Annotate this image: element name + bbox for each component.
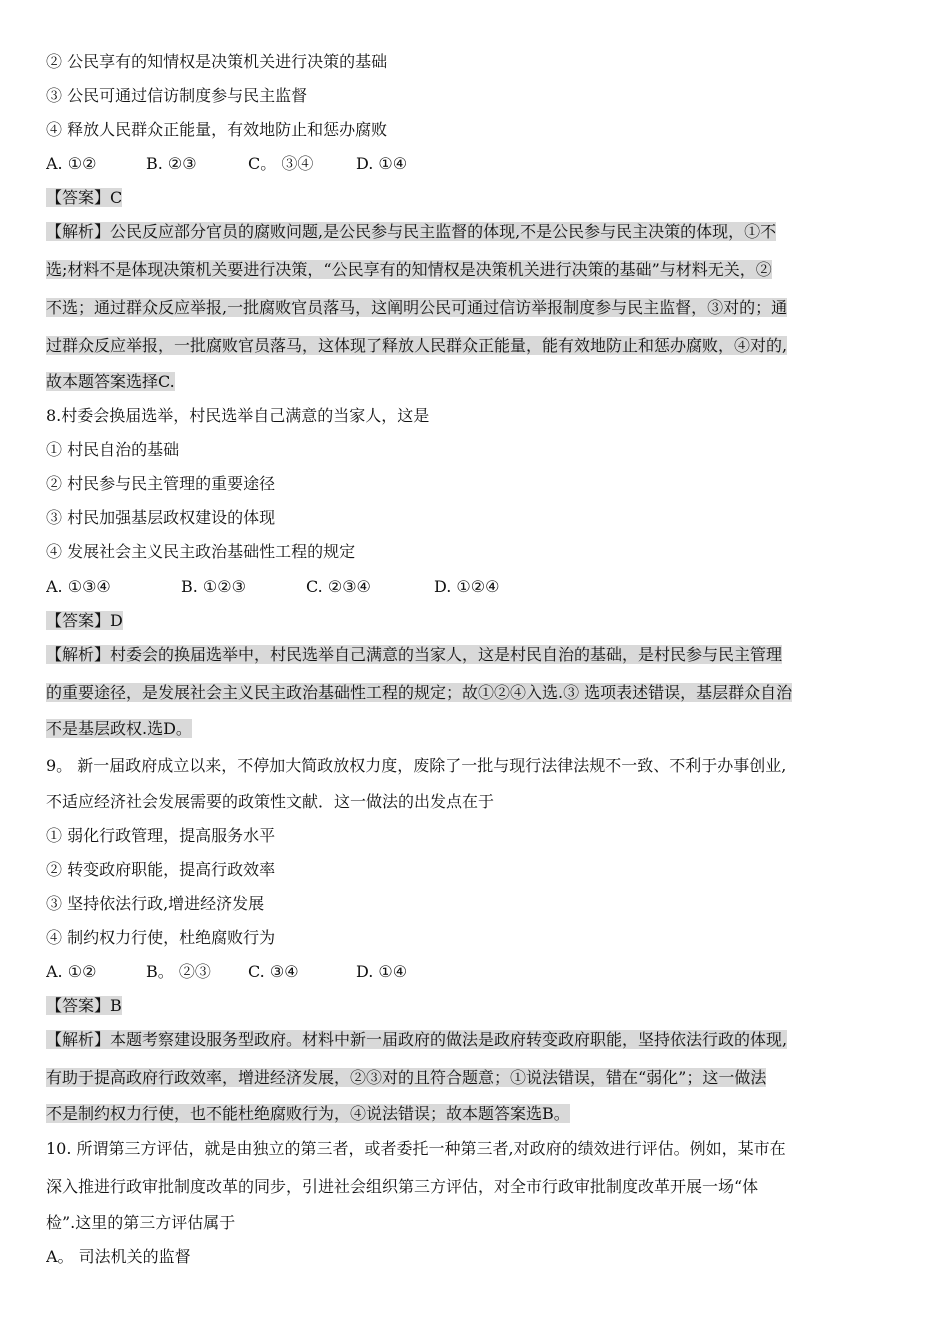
q9-statement-1: ① 弱化行政管理，提高服务水平 (46, 826, 276, 845)
q9-option-a: A. ①② (46, 962, 97, 981)
q7-answer (46, 187, 908, 209)
q9-option-b: B。 ②③ (146, 962, 211, 981)
q9-analysis-line-3 (46, 1103, 908, 1125)
q10-stem-line-2: 深入推进行政审批制度改革的同步，引进社会组织第三方评估，对全市行政审批制度改革开展一场“体 (46, 1177, 759, 1196)
q10-stem-line-3: 检”.这里的第三方评估属于 (46, 1213, 236, 1232)
q9-option-c: C. ③④ (248, 962, 299, 981)
q9-analysis-line-2 (46, 1067, 908, 1089)
q8-stem: 8.村委会换届选举，村民选举自己满意的当家人，这是 (46, 406, 430, 425)
q7-options (46, 153, 908, 175)
q8-analysis-line-3 (46, 718, 908, 740)
q7-analysis-text-4: 过群众反应举报，一批腐败官员落马，这体现了释放人民群众正能量，能有效地防止和惩办腐败，④对的, (46, 336, 788, 355)
q8-answer-text: 【答案】D (46, 611, 123, 630)
q9-stem-line-2: 不适应经济社会发展需要的政策性文献．这一做法的出发点在于 (46, 792, 495, 811)
q8-analysis-text-3: 不是基层政权.选D。 (46, 719, 192, 738)
q7-analysis-line-4 (46, 335, 908, 357)
q10-option-a: A。 司法机关的监督 (46, 1247, 191, 1266)
q9-analysis-line-1 (46, 1029, 908, 1051)
q8-analysis-text-2: 的重要途径，是发展社会主义民主政治基础性工程的规定；故①②④入选.③ 选项表述错误，基层群众自治 (46, 683, 793, 702)
q7-statement-3: ③ 公民可通过信访制度参与民主监督 (46, 86, 308, 105)
q8-option-c: C. ②③④ (306, 577, 371, 596)
q8-analysis-text-1: 【解析】村委会的换届选举中，村民选举自己满意的当家人，这是村民自治的基础，是村民参与民主管理 (46, 645, 783, 664)
q7-analysis-text-3: 不选；通过群众反应举报,一批腐败官员落马，这阐明公民可通过信访举报制度参与民主监督，③对的；通 (46, 298, 788, 317)
q9-statement-2: ② 转变政府职能，提高行政效率 (46, 860, 276, 879)
q7-option-c: C。 ③④ (248, 154, 314, 173)
q8-options (46, 576, 908, 598)
q7-analysis-line-5 (46, 371, 908, 393)
q7-analysis-line-3 (46, 297, 908, 319)
q7-statement-4: ④ 释放人民群众正能量，有效地防止和惩办腐败 (46, 120, 388, 139)
q8-option-b: B. ①②③ (181, 577, 246, 596)
q9-answer (46, 995, 908, 1017)
q9-statement-4: ④ 制约权力行使，杜绝腐败行为 (46, 928, 276, 947)
q8-option-a: A. ①③④ (46, 577, 111, 596)
q7-analysis-text-2: 选;材料不是体现决策机关要进行决策，“公民享有的知情权是决策机关进行决策的基础”与材料无关，② (46, 260, 772, 279)
q9-statement-3: ③ 坚持依法行政,增进经济发展 (46, 894, 265, 913)
q8-statement-3: ③ 村民加强基层政权建设的体现 (46, 508, 276, 527)
q9-analysis-text-1: 【解析】本题考察建设服务型政府。材料中新一届政府的做法是政府转变政府职能，坚持依法行政的体现, (46, 1030, 788, 1049)
q9-analysis-text-3: 不是制约权力行使，也不能杜绝腐败行为，④说法错误；故本题答案选B。 (46, 1104, 570, 1123)
q10-stem-line-1: 10. 所谓第三方评估，就是由独立的第三者，或者委托一种第三者,对政府的绩效进行评估。例如，某市在 (46, 1139, 786, 1158)
q7-analysis-text-5: 故本题答案选择C. (46, 372, 175, 391)
q8-statement-4: ④ 发展社会主义民主政治基础性工程的规定 (46, 542, 356, 561)
q8-answer (46, 610, 908, 632)
q7-statement-2: ② 公民享有的知情权是决策机关进行决策的基础 (46, 52, 388, 71)
q7-answer-text: 【答案】C (46, 188, 123, 207)
q8-statement-2: ② 村民参与民主管理的重要途径 (46, 474, 276, 493)
q9-analysis-text-2: 有助于提高政府行政效率，增进经济发展，②③对的且符合题意；①说法错误，错在“弱化”；这一做法 (46, 1068, 767, 1087)
q7-analysis-text-1: 【解析】公民反应部分官员的腐败问题,是公民参与民主监督的体现,不是公民参与民主决策的体现，①不 (46, 222, 777, 241)
q7-option-a: A. ①② (46, 154, 97, 173)
q9-stem-line-1: 9。 新一届政府成立以来，不停加大简政放权力度，废除了一批与现行法律法规不一致、不利于办事创业, (46, 756, 787, 775)
q7-analysis-line-1 (46, 221, 908, 243)
q7-option-d: D. ①④ (356, 154, 408, 173)
q7-option-b: B. ②③ (146, 154, 197, 173)
q8-option-d: D. ①②④ (434, 577, 500, 596)
q7-analysis-line-2 (46, 259, 908, 281)
q9-option-d: D. ①④ (356, 962, 408, 981)
q8-analysis-line-2 (46, 682, 908, 704)
q9-options (46, 961, 908, 983)
q8-statement-1: ① 村民自治的基础 (46, 440, 180, 459)
q8-analysis-line-1 (46, 644, 908, 666)
q9-answer-text: 【答案】B (46, 996, 122, 1015)
